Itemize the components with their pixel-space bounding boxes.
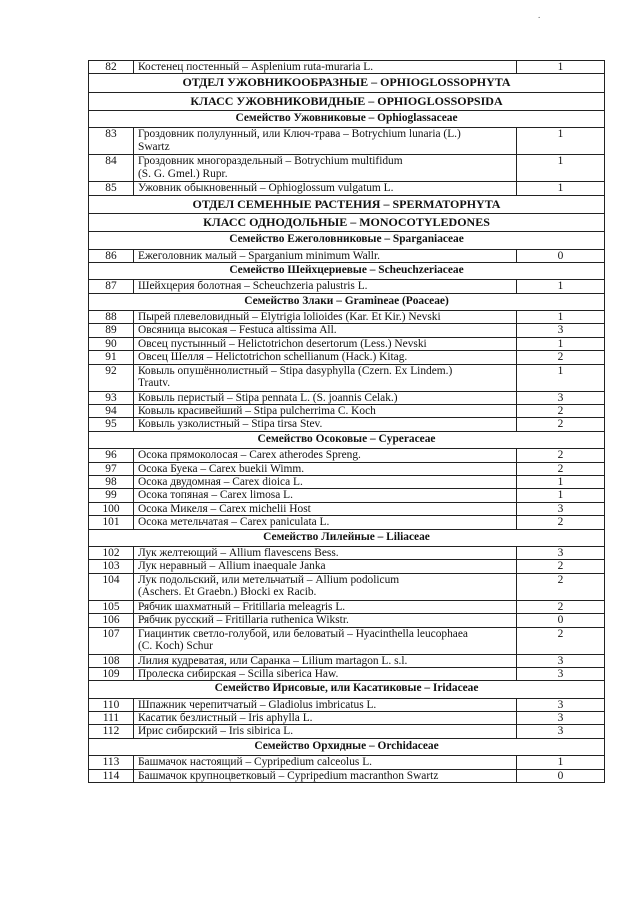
family-header-row — [89, 681, 605, 698]
table-row — [89, 462, 605, 475]
species-number: 85 — [89, 182, 134, 195]
family-title: Семейство Ужовниковые – Ophioglassaceae — [89, 111, 605, 128]
species-name: Осока метельчатая – Carex paniculata L. — [138, 516, 330, 529]
species-name: Ежеголовник малый – Sparganium minimum Wallr. — [138, 249, 380, 262]
family-title: Семейство Шейхцериевые – Scheuchzeriaceae — [89, 263, 605, 280]
species-name-continued: (Aschers. Et Graebn.) Błocki ex Racib. — [138, 586, 317, 599]
species-name-cell — [134, 573, 517, 600]
species-number: 109 — [89, 667, 134, 680]
table-row — [89, 712, 605, 725]
status-category: 2 — [517, 351, 605, 364]
table-row — [89, 61, 605, 74]
species-number: 104 — [89, 573, 134, 600]
status-category: 2 — [517, 600, 605, 613]
page-marker: . — [538, 10, 541, 20]
table-row — [89, 627, 605, 654]
table-row — [89, 516, 605, 529]
species-name-cell — [134, 418, 517, 431]
species-name-cell — [134, 712, 517, 725]
species-table-body — [89, 61, 605, 783]
species-number: 108 — [89, 654, 134, 667]
status-category: 1 — [517, 280, 605, 293]
species-name-continued: Trautv. — [138, 377, 171, 390]
species-number: 111 — [89, 712, 134, 725]
table-row — [89, 351, 605, 364]
table-row — [89, 546, 605, 559]
species-name: Ирис сибирский – Iris sibirica L. — [138, 725, 294, 738]
status-category: 2 — [517, 627, 605, 654]
species-number: 90 — [89, 337, 134, 350]
species-number: 84 — [89, 155, 134, 182]
table-row — [89, 280, 605, 293]
species-name: Ковыль опушённолистный – Stipa dasyphylla (Czern. Ex Lindem.) — [138, 364, 453, 377]
table-row — [89, 502, 605, 515]
species-name-cell — [134, 128, 517, 155]
species-table — [88, 60, 605, 783]
family-title: Семейство Ежеголовниковые – Sparganiaceae — [89, 232, 605, 249]
species-name-cell — [134, 614, 517, 627]
species-name-cell — [134, 462, 517, 475]
status-category: 2 — [517, 516, 605, 529]
species-number: 97 — [89, 462, 134, 475]
species-name: Лук неравный – Allium inaequale Janka — [138, 560, 326, 573]
species-name-cell — [134, 489, 517, 502]
table-row — [89, 155, 605, 182]
species-name: Овсец пустынный – Helictotrichon desertorum (Less.) Nevski — [138, 337, 427, 350]
table-row — [89, 475, 605, 488]
status-category: 2 — [517, 449, 605, 462]
species-name-cell — [134, 249, 517, 262]
status-category: 3 — [517, 725, 605, 738]
species-name: Овсяница высокая – Festuca altissima All. — [138, 324, 337, 337]
table-row — [89, 573, 605, 600]
species-number: 93 — [89, 391, 134, 404]
species-name: Ковыль перистый – Stipa pennata L. (S. joannis Celak.) — [138, 391, 398, 404]
species-name: Осока прямоколосая – Carex atherodes Spreng. — [138, 449, 361, 462]
species-name-cell — [134, 337, 517, 350]
species-name: Осока топяная – Carex limosa L. — [138, 489, 293, 502]
status-category: 2 — [517, 462, 605, 475]
table-row — [89, 128, 605, 155]
species-number: 102 — [89, 546, 134, 559]
table-row — [89, 698, 605, 711]
species-number: 89 — [89, 324, 134, 337]
species-number: 91 — [89, 351, 134, 364]
species-name-cell — [134, 280, 517, 293]
species-name-cell — [134, 546, 517, 559]
status-category: 3 — [517, 546, 605, 559]
species-number: 94 — [89, 405, 134, 418]
species-name-cell — [134, 627, 517, 654]
table-row — [89, 560, 605, 573]
table-row — [89, 725, 605, 738]
species-name: Шпажник черепитчатый – Gladiolus imbricatus L. — [138, 698, 377, 711]
species-name: Башмачок крупноцветковый – Cypripedium macranthon Swartz — [138, 769, 439, 782]
species-name: Ковыль красивейший – Stipa pulcherrima C. Koch — [138, 405, 376, 418]
species-name-continued: (S. G. Gmel.) Rupr. — [138, 167, 228, 180]
species-name-cell — [134, 311, 517, 324]
family-title: Семейство Злаки – Gramineae (Poaceae) — [89, 293, 605, 310]
table-row — [89, 364, 605, 391]
status-category: 1 — [517, 489, 605, 502]
species-name-cell — [134, 364, 517, 391]
family-header-row — [89, 263, 605, 280]
status-category: 0 — [517, 249, 605, 262]
species-name-cell — [134, 405, 517, 418]
species-number: 86 — [89, 249, 134, 262]
table-row — [89, 418, 605, 431]
class-title: КЛАСС ОДНОДОЛЬНЫЕ – MONOCOTYLEDONES — [89, 214, 605, 232]
status-category: 1 — [517, 155, 605, 182]
species-name: Лук желтеющий – Allium flavescens Bess. — [138, 546, 339, 559]
species-name: Гроздовник полулунный, или Ключ-трава – Botrychium lunaria (L.) — [138, 128, 461, 141]
species-name: Овсец Шелля – Helictotrichon schellianum (Hack.) Kitag. — [138, 351, 408, 364]
species-name-cell — [134, 698, 517, 711]
family-header-row — [89, 111, 605, 128]
species-name: Ужовник обыкновенный – Ophioglossum vulgatum L. — [138, 182, 394, 195]
table-row — [89, 405, 605, 418]
species-name-cell — [134, 155, 517, 182]
status-category: 3 — [517, 502, 605, 515]
status-category: 3 — [517, 324, 605, 337]
status-category: 1 — [517, 61, 605, 74]
species-name: Гиацинтик светло-голубой, или беловатый – Hyacinthella leucophaea — [138, 627, 468, 640]
species-name-cell — [134, 600, 517, 613]
family-title: Семейство Лилейные – Liliaceae — [89, 529, 605, 546]
species-number: 101 — [89, 516, 134, 529]
family-header-row — [89, 232, 605, 249]
species-name-cell — [134, 756, 517, 769]
status-category: 0 — [517, 769, 605, 782]
species-number: 95 — [89, 418, 134, 431]
species-name-cell — [134, 654, 517, 667]
status-category: 2 — [517, 418, 605, 431]
status-category: 2 — [517, 573, 605, 600]
family-header-row — [89, 293, 605, 310]
species-name: Гроздовник многораздельный – Botrychium multifidum — [138, 155, 403, 168]
table-row — [89, 489, 605, 502]
species-number: 114 — [89, 769, 134, 782]
species-number: 107 — [89, 627, 134, 654]
table-row — [89, 449, 605, 462]
table-row — [89, 654, 605, 667]
species-name: Лук подольский, или метельчатый – Allium podolicum — [138, 573, 400, 586]
species-number: 92 — [89, 364, 134, 391]
family-header-row — [89, 529, 605, 546]
table-row — [89, 324, 605, 337]
status-category: 3 — [517, 667, 605, 680]
table-row — [89, 182, 605, 195]
status-category: 3 — [517, 654, 605, 667]
species-number: 100 — [89, 502, 134, 515]
species-number: 98 — [89, 475, 134, 488]
table-row — [89, 249, 605, 262]
table-row — [89, 600, 605, 613]
status-category: 2 — [517, 560, 605, 573]
species-number: 113 — [89, 756, 134, 769]
class-title: КЛАСС УЖОВНИКОВИДНЫЕ – OPHIOGLOSSOPSIDA — [89, 92, 605, 110]
division-header-row — [89, 195, 605, 213]
species-name: Башмачок настоящий – Cypripedium calceolus L. — [138, 756, 372, 769]
species-name: Рябчик шахматный – Fritillaria meleagris L. — [138, 600, 346, 613]
status-category: 1 — [517, 364, 605, 391]
species-number: 105 — [89, 600, 134, 613]
division-title: ОТДЕЛ УЖОВНИКООБРАЗНЫЕ – OPHIOGLOSSOPHYTA — [89, 74, 605, 92]
species-name-continued: (C. Koch) Schur — [138, 639, 213, 652]
class-header-row — [89, 92, 605, 110]
species-number: 110 — [89, 698, 134, 711]
species-name: Осока Буека – Carex buekii Wimm. — [138, 462, 305, 475]
table-row — [89, 391, 605, 404]
status-category: 1 — [517, 756, 605, 769]
species-name: Осока двудомная – Carex dioica L. — [138, 475, 303, 488]
species-name: Ковыль узколистный – Stipa tirsa Stev. — [138, 418, 323, 431]
table-row — [89, 311, 605, 324]
status-category: 1 — [517, 475, 605, 488]
species-name: Рябчик русский – Fritillaria ruthenica Wikstr. — [138, 614, 349, 627]
species-name: Пырей плевеловидный – Elytrigia lolioides (Kar. Et Kir.) Nevski — [138, 311, 441, 323]
species-name-cell — [134, 769, 517, 782]
species-name-cell — [134, 324, 517, 337]
status-category: 1 — [517, 128, 605, 155]
species-name-cell — [134, 516, 517, 529]
species-name-cell — [134, 725, 517, 738]
status-category: 3 — [517, 712, 605, 725]
species-number: 96 — [89, 449, 134, 462]
class-header-row — [89, 214, 605, 232]
table-row — [89, 667, 605, 680]
family-header-row — [89, 431, 605, 448]
division-header-row — [89, 74, 605, 92]
species-name: Осока Микеля – Carex michelii Host — [138, 502, 311, 515]
species-name-cell — [134, 182, 517, 195]
species-name: Лилия кудреватая, или Саранка – Lilium martagon L. s.l. — [138, 654, 408, 667]
division-title: ОТДЕЛ СЕМЕННЫЕ РАСТЕНИЯ – SPERMATOPHYTA — [89, 195, 605, 213]
status-category: 1 — [517, 182, 605, 195]
species-name: Костенец постенный – Asplenium ruta-muraria L. — [138, 61, 374, 73]
species-name-cell — [134, 560, 517, 573]
species-name-cell — [134, 475, 517, 488]
family-title: Семейство Ирисовые, или Касатиковые – Iridaceae — [89, 681, 605, 698]
status-category: 0 — [517, 614, 605, 627]
species-number: 88 — [89, 311, 134, 324]
species-number: 83 — [89, 128, 134, 155]
species-name-cell — [134, 667, 517, 680]
species-name-cell — [134, 351, 517, 364]
status-category: 3 — [517, 698, 605, 711]
table-row — [89, 756, 605, 769]
family-title: Семейство Осоковые – Cyperaceae — [89, 431, 605, 448]
table-row — [89, 337, 605, 350]
species-number: 103 — [89, 560, 134, 573]
species-name: Пролеска сибирская – Scilla siberica Haw. — [138, 667, 339, 680]
table-row — [89, 769, 605, 782]
table-row — [89, 614, 605, 627]
species-name-cell — [134, 449, 517, 462]
species-name-cell — [134, 61, 517, 74]
species-number: 99 — [89, 489, 134, 502]
status-category: 1 — [517, 311, 605, 324]
species-name-continued: Swartz — [138, 140, 170, 153]
species-number: 82 — [89, 61, 134, 74]
species-name-cell — [134, 502, 517, 515]
status-category: 3 — [517, 391, 605, 404]
family-title: Семейство Орхидные – Orchidaceae — [89, 738, 605, 755]
family-header-row — [89, 738, 605, 755]
species-number: 112 — [89, 725, 134, 738]
status-category: 2 — [517, 405, 605, 418]
status-category: 1 — [517, 337, 605, 350]
species-name: Касатик безлистный – Iris aphylla L. — [138, 712, 313, 725]
species-name-cell — [134, 391, 517, 404]
species-number: 106 — [89, 614, 134, 627]
species-name: Шейхцерия болотная – Scheuchzeria palustris L. — [138, 280, 368, 293]
species-number: 87 — [89, 280, 134, 293]
